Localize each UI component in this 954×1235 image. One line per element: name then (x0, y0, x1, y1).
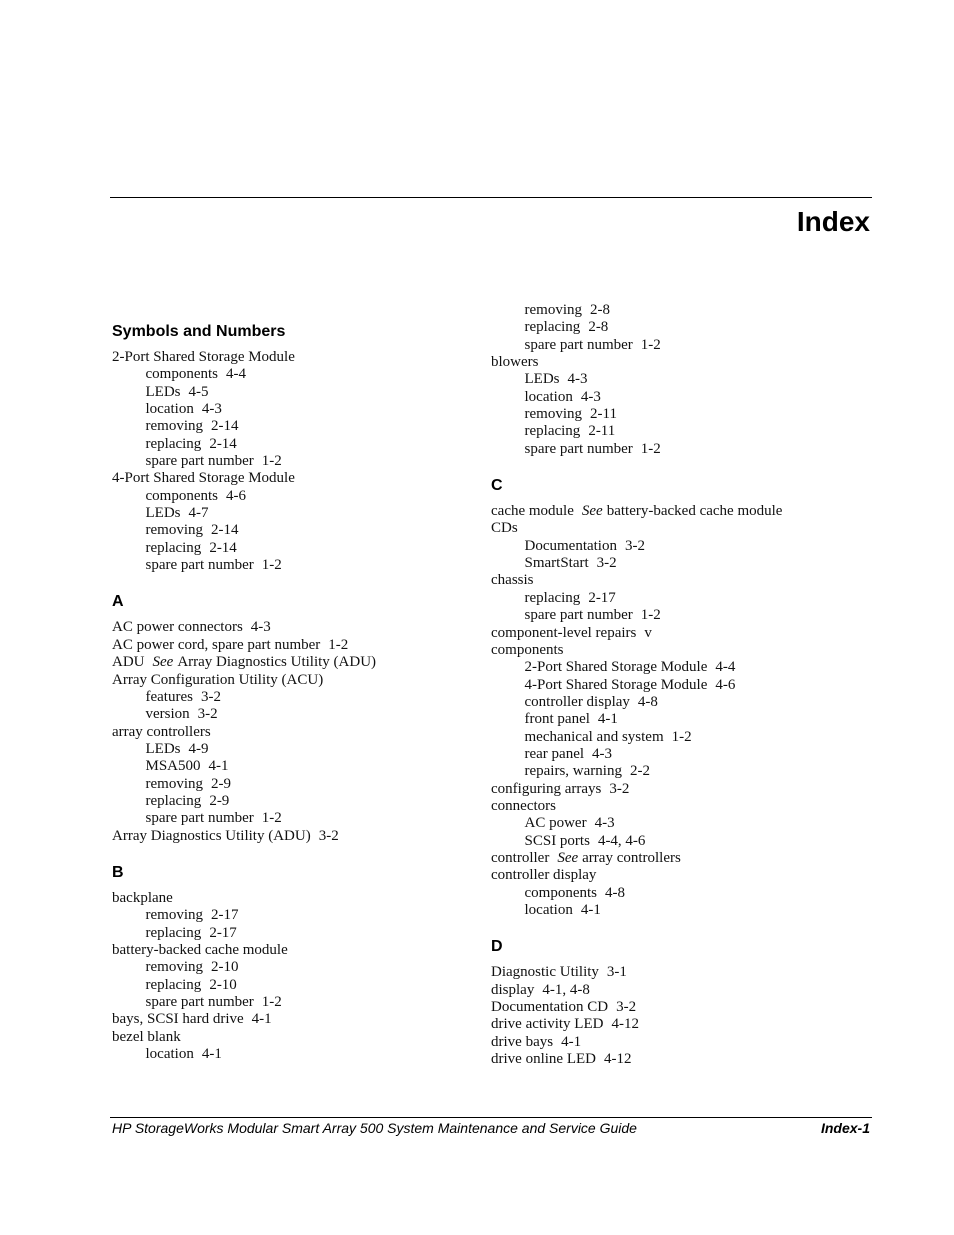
entry-term: location (145, 401, 194, 418)
index-section (491, 476, 891, 919)
index-column-right (491, 302, 891, 1086)
entry-term: 2-Port Shared Storage Module (524, 659, 708, 676)
entry-term: replacing (145, 976, 202, 993)
title-rule (110, 197, 872, 198)
index-entry (112, 1029, 482, 1046)
index-subentry (491, 389, 891, 406)
index-subentry (112, 977, 482, 994)
page-reference: 2-2 (629, 763, 650, 780)
section-heading: D (491, 938, 503, 956)
entry-term: removing (145, 418, 203, 435)
entry-term: LEDs (145, 383, 181, 400)
index-subentry (491, 677, 891, 694)
entry-term: spare part number (145, 557, 254, 574)
page-reference: 4-7 (188, 505, 209, 522)
index-entry (112, 470, 482, 487)
page-reference: 4-3 (567, 371, 588, 388)
entry-term: replacing (145, 924, 202, 941)
entry-term: Documentation CD (491, 999, 609, 1016)
index-subentry (112, 689, 482, 706)
index-subentry (112, 505, 482, 522)
entry-term: component-level repairs (491, 624, 637, 641)
index-subentry (491, 711, 891, 728)
page-reference: 2-17 (209, 924, 237, 941)
index-subentry (112, 994, 482, 1011)
index-subentry (491, 763, 891, 780)
page-reference: 4-4 (715, 659, 736, 676)
entry-term: removing (145, 775, 203, 792)
entry-term: components (145, 366, 218, 383)
index-subentry (112, 401, 482, 418)
index-entry (491, 1034, 891, 1051)
page-reference: 4-8 (637, 693, 658, 710)
page-reference: 3-2 (616, 999, 637, 1016)
entry-term: MSA500 (145, 758, 201, 775)
entry-term: 4-Port Shared Storage Module (112, 470, 295, 487)
page-reference: 3-2 (624, 537, 645, 554)
entry-term: 2-Port Shared Storage Module (112, 349, 295, 365)
entry-term: 4-Port Shared Storage Module (524, 676, 708, 693)
entry-term: AC power (524, 815, 587, 832)
see-target: battery-backed cache module (606, 503, 783, 520)
entry-term: AC power cord, spare part number (112, 636, 321, 653)
index-subentry (491, 337, 891, 354)
index-subentry (112, 436, 482, 453)
see-target: array controllers (582, 849, 681, 866)
entry-term: LEDs (145, 505, 181, 522)
index-subentry (112, 907, 482, 924)
page-reference: 1-2 (640, 440, 661, 457)
page-reference: 4-1 (208, 758, 229, 775)
index-subentry (491, 538, 891, 555)
index-entry (491, 781, 891, 798)
entry-term: components (145, 487, 218, 504)
index-entry (491, 798, 891, 815)
page-reference: 4-8 (605, 884, 625, 901)
entry-term: spare part number (524, 607, 633, 624)
entry-term: replacing (524, 589, 581, 606)
page-reference: 2-11 (590, 406, 617, 423)
index-subentry (491, 423, 891, 440)
entry-term: chassis (491, 572, 534, 589)
index-subentry (491, 746, 891, 763)
page-title: Index (796, 206, 870, 237)
index-section (491, 937, 891, 1068)
entry-term: display (491, 981, 535, 998)
entry-term: spare part number (145, 994, 254, 1010)
index-subentry (112, 776, 482, 793)
index-subentry (491, 555, 891, 572)
footer-page-number: Index-1 (820, 1120, 870, 1136)
entry-term: front panel (524, 711, 590, 728)
index-subentry (112, 793, 482, 810)
index-entry (491, 982, 891, 999)
index-entry (491, 867, 891, 884)
footer-rule (110, 1117, 872, 1118)
index-subentry (491, 590, 891, 607)
entry-term: LEDs (524, 371, 560, 388)
page-reference: 2-10 (211, 959, 239, 976)
index-subentry (112, 810, 482, 827)
entry-term: drive bays (491, 1033, 554, 1050)
entry-term: removing (524, 302, 582, 318)
entry-term: cache module (491, 503, 574, 520)
page-reference: 1-2 (261, 453, 282, 470)
index-entry (491, 354, 891, 371)
entry-term: location (524, 902, 573, 918)
entry-term: Diagnostic Utility (491, 964, 599, 981)
entry-term: connectors (491, 797, 556, 814)
page-reference: 3-2 (596, 555, 617, 572)
index-section (112, 863, 482, 1063)
page-reference: 1-2 (261, 994, 282, 1010)
index-subentry (112, 706, 482, 723)
entry-term: components (524, 884, 597, 901)
page-reference: 2-14 (211, 522, 239, 539)
entry-term: battery-backed cache module (112, 941, 288, 958)
page-reference: 4-3 (592, 745, 613, 762)
index-entry (112, 724, 482, 741)
page-reference: 4-1 (251, 1011, 272, 1028)
entry-term: configuring arrays (491, 780, 602, 797)
index-entry (491, 964, 891, 981)
index-entry (491, 999, 891, 1016)
page-reference: 2-9 (211, 775, 231, 792)
index-subentry (491, 885, 891, 902)
page-reference: 2-14 (209, 539, 237, 556)
entry-term: removing (145, 907, 203, 924)
index-entry (112, 349, 482, 366)
entry-term: LEDs (145, 740, 181, 757)
entry-term: ADU (112, 654, 145, 671)
entry-term: spare part number (145, 810, 254, 827)
index-entry (491, 503, 891, 520)
entry-term: repairs, warning (524, 763, 622, 780)
entry-term: controller display (491, 867, 597, 884)
index-entry (491, 625, 891, 642)
page-reference: 2-9 (209, 792, 230, 809)
page-reference: 3-2 (318, 827, 339, 844)
entry-term: replacing (145, 435, 202, 452)
entry-term: controller (491, 849, 550, 866)
index-entry (491, 1016, 891, 1033)
index-subentry (112, 758, 482, 775)
page-reference: 4-6 (715, 676, 736, 693)
index-subentry (112, 540, 482, 557)
entry-term: replacing (524, 423, 581, 440)
entry-term: CDs (491, 520, 518, 537)
page-reference: 4-1 (201, 1046, 222, 1063)
page-reference: 1-2 (640, 607, 661, 624)
index-subentry (112, 925, 482, 942)
index-subentry (491, 902, 891, 919)
index-subentry (112, 418, 482, 435)
section-heading: Symbols and Numbers (112, 323, 286, 340)
index-section (112, 592, 482, 844)
entry-term: Array Diagnostics Utility (ADU) (112, 827, 311, 844)
page-reference: 1-2 (261, 557, 282, 574)
entry-term: removing (145, 522, 203, 539)
page-reference: 4-3 (250, 619, 271, 636)
entry-term: version (145, 706, 190, 723)
see-reference: See (557, 849, 579, 866)
page-reference: 2-10 (209, 976, 237, 993)
entry-term: SmartStart (524, 555, 589, 572)
page-reference: 4-12 (611, 1016, 639, 1033)
index-entry (491, 572, 891, 589)
index-subentry (112, 384, 482, 401)
entry-term: SCSI ports (524, 832, 590, 849)
page-reference: 4-1, 4-8 (542, 981, 590, 998)
entry-term: controller display (524, 693, 630, 710)
page-reference: 3-2 (609, 780, 630, 797)
entry-term: AC power connectors (112, 619, 243, 636)
entry-term: bays, SCSI hard drive (112, 1011, 244, 1028)
index-section (112, 322, 482, 574)
entry-term: Array Configuration Utility (ACU) (112, 671, 324, 688)
entry-term: mechanical and system (524, 728, 664, 745)
index-entry (491, 850, 891, 867)
index-entry (112, 654, 482, 671)
index-entry (112, 890, 482, 907)
footer-document-title: HP StorageWorks Modular Smart Array 500 System Maintenance and Service Guide (112, 1120, 637, 1136)
entry-term: removing (145, 959, 203, 976)
index-subentry (112, 522, 482, 539)
entry-term: drive online LED (491, 1051, 596, 1068)
page-reference: 1-2 (261, 810, 282, 827)
page-reference: 1-2 (328, 636, 349, 653)
entry-term: drive activity LED (491, 1016, 604, 1033)
entry-term: replacing (524, 319, 581, 336)
see-reference: See (152, 654, 174, 671)
page-reference: 4-9 (188, 740, 209, 757)
index-subentry (112, 453, 482, 470)
index-section (491, 302, 891, 458)
index-subentry (491, 302, 891, 319)
page-reference: 2-11 (588, 423, 616, 440)
entry-term: replacing (145, 792, 202, 809)
entry-term: replacing (145, 539, 202, 556)
page-reference: 4-3 (201, 401, 222, 418)
page-reference: 2-8 (588, 319, 609, 336)
entry-term: array controllers (112, 723, 211, 740)
page-reference: 3-2 (197, 706, 218, 723)
page-reference: 4-1 (580, 902, 601, 918)
index-entry (112, 828, 482, 845)
entry-term: spare part number (524, 440, 633, 457)
entry-term: spare part number (524, 336, 633, 353)
index-subentry (112, 1046, 482, 1063)
entry-term: rear panel (524, 745, 585, 762)
entry-term: location (145, 1046, 194, 1063)
page-reference: 4-3 (594, 815, 615, 832)
page-reference: 4-4 (226, 366, 246, 383)
index-subentry (491, 729, 891, 746)
page-reference: 4-5 (188, 383, 209, 400)
see-reference: See (581, 503, 603, 520)
index-subentry (491, 694, 891, 711)
index-subentry (491, 371, 891, 388)
entry-term: components (491, 641, 564, 658)
page-reference: 2-8 (590, 302, 610, 318)
entry-term: Documentation (524, 537, 617, 554)
index-subentry (491, 441, 891, 458)
index-entry (491, 1051, 891, 1068)
entry-term: features (145, 688, 193, 705)
entry-term: spare part number (145, 453, 254, 470)
index-subentry (112, 366, 482, 383)
page-reference: 3-1 (606, 964, 627, 981)
entry-term: location (524, 388, 573, 405)
page-reference: v (644, 624, 652, 641)
index-entry (491, 520, 891, 537)
page-reference: 4-6 (226, 487, 246, 504)
index-entry (491, 642, 891, 659)
page-reference: 2-17 (588, 589, 616, 606)
section-heading: C (491, 477, 503, 495)
index-subentry (491, 833, 891, 850)
index-subentry (491, 607, 891, 624)
page-reference: 2-14 (211, 418, 239, 435)
index-subentry (112, 959, 482, 976)
see-target: Array Diagnostics Utility (ADU) (177, 654, 377, 671)
section-heading: A (112, 593, 124, 611)
index-column-left (112, 322, 482, 1081)
page-reference: 1-2 (671, 728, 692, 745)
index-entry (112, 942, 482, 959)
index-entry (112, 1011, 482, 1028)
page-reference: 4-1 (561, 1033, 582, 1050)
index-entry (112, 619, 482, 636)
index-subentry (112, 488, 482, 505)
index-subentry (491, 815, 891, 832)
index-entry (112, 637, 482, 654)
entry-term: blowers (491, 354, 539, 371)
page-reference: 4-4, 4-6 (597, 832, 646, 849)
page-reference: 2-17 (211, 907, 239, 924)
index-subentry (491, 406, 891, 423)
index-subentry (112, 557, 482, 574)
entry-term: backplane (112, 889, 173, 906)
section-heading: B (112, 863, 124, 881)
page-reference: 1-2 (640, 336, 661, 353)
entry-term: removing (524, 406, 582, 423)
page-reference: 2-14 (209, 435, 237, 452)
index-subentry (491, 659, 891, 676)
index-subentry (112, 741, 482, 758)
index-subentry (491, 319, 891, 336)
index-entry (112, 672, 482, 689)
page-reference: 4-12 (603, 1051, 632, 1068)
entry-term: bezel blank (112, 1028, 181, 1045)
page-reference: 4-1 (597, 711, 618, 728)
page-reference: 3-2 (200, 688, 221, 705)
page-reference: 4-3 (580, 388, 601, 405)
